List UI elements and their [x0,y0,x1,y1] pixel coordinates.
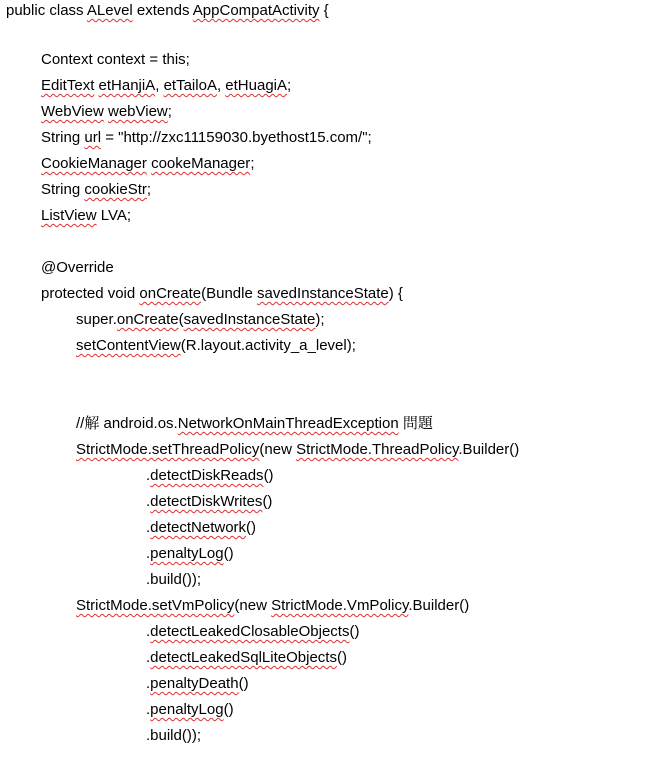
code-token: ; [250,155,255,172]
flagged-token: detectDiskReads [150,467,264,484]
flagged-token: StrictMode.VmPolicy [271,597,409,614]
code-line [76,440,519,460]
code-line [41,284,403,304]
code-line [146,726,201,746]
flagged-token: NetworkOnMainThreadException [177,415,399,432]
code-token: ; [167,103,172,120]
code-token: () [262,493,273,510]
flagged-token: penaltyLog [150,701,224,718]
code-token: .Builder() [458,441,520,458]
flagged-token: penaltyDeath [150,675,239,692]
code-token: . [146,675,151,692]
code-line [146,492,272,512]
code-token: (Bundle [201,285,257,302]
code-token: () [263,467,274,484]
flagged-token: penaltyLog [150,545,224,562]
code-line [41,128,372,148]
flagged-token: url [84,129,102,146]
code-token: @Override [41,259,114,276]
code-token: . [146,467,151,484]
code-token: . [146,493,151,510]
code-token: ( [178,311,184,328]
code-token: () [238,675,249,692]
code-token: , [155,77,164,94]
code-token: { [319,2,329,19]
code-token: . [146,545,151,562]
flagged-token: onCreate [139,285,202,302]
code-line [146,700,234,720]
code-token: protected void [41,285,140,302]
flagged-token: StrictMode.setVmPolicy [76,597,235,614]
flagged-token: AppCompatActivity [192,2,320,19]
code-token: = "http://zxc11159030.byethost15.com/"; [101,129,372,146]
code-line [146,544,234,564]
code-line [76,336,356,356]
code-token: super. [76,311,117,328]
code-token: String [41,181,85,198]
flagged-token: setContentView [76,337,181,354]
code-token: Context context = this; [41,51,190,68]
code-token: .build()); [146,727,202,744]
flagged-token: EditText [41,77,95,94]
flagged-token: StrictMode.ThreadPolicy [296,441,459,458]
code-token: .build()); [146,571,202,588]
flagged-token: etTailoA [163,77,217,94]
code-token: 問題 [398,415,433,432]
code-token: ; [287,77,292,94]
code-token: public class [6,2,87,19]
code-token: (R.layout.activity_a_level); [180,337,356,354]
flagged-token: etHuagiA [225,77,288,94]
code-line [41,258,114,278]
code-token: //解 android.os. [76,415,178,432]
flagged-token: detectNetwork [150,519,247,536]
flagged-token: cookieStr [84,181,147,198]
code-token: . [146,623,151,640]
code-token: ; [146,181,152,198]
code-token: (new [234,597,272,614]
flagged-token: detectLeakedSqlLiteObjects [150,649,337,666]
code-line [41,50,190,70]
code-line [146,674,249,694]
flagged-token: detectLeakedClosableObjects [150,623,350,640]
code-token: () [246,519,257,536]
flagged-token: etHanjiA [98,77,156,94]
code-line [41,154,254,174]
flagged-token: savedInstanceState [257,285,389,302]
code-line [41,102,172,122]
flagged-token: cookeManager [151,155,251,172]
code-line [146,570,201,590]
code-line [41,76,291,96]
flagged-token: detectDiskWrites [150,493,263,510]
code-token: ); [315,311,325,328]
code-token: () [223,701,234,718]
code-token: () [349,623,360,640]
code-token: ) { [388,285,403,302]
code-line [76,596,469,616]
code-line [76,310,325,330]
code-token: LVA; [96,207,132,224]
code-line [146,622,359,642]
code-token: (new [259,441,297,458]
flagged-token: webView [107,103,168,120]
code-token: .Builder() [408,597,470,614]
code-line [146,466,274,486]
flagged-token: ALevel [86,2,133,19]
flagged-token: CookieManager [41,155,147,172]
code-token: . [146,519,151,536]
code-token: extends [132,2,193,19]
code-token: String [41,129,85,146]
code-token: () [223,545,234,562]
code-token: . [146,701,151,718]
flagged-token: StrictMode.setThreadPolicy [76,441,260,458]
flagged-token: WebView [41,103,104,120]
code-token: . [146,649,151,666]
code-line [146,648,347,668]
flagged-token: onCreate [116,311,179,328]
code-line [76,414,433,434]
code-line [146,518,256,538]
code-token: , [216,77,226,94]
code-line [41,206,131,226]
code-line [6,1,329,21]
code-line [41,180,151,200]
flagged-token: ListView [41,207,97,224]
code-token: () [336,649,347,666]
flagged-token: savedInstanceState [183,311,316,328]
